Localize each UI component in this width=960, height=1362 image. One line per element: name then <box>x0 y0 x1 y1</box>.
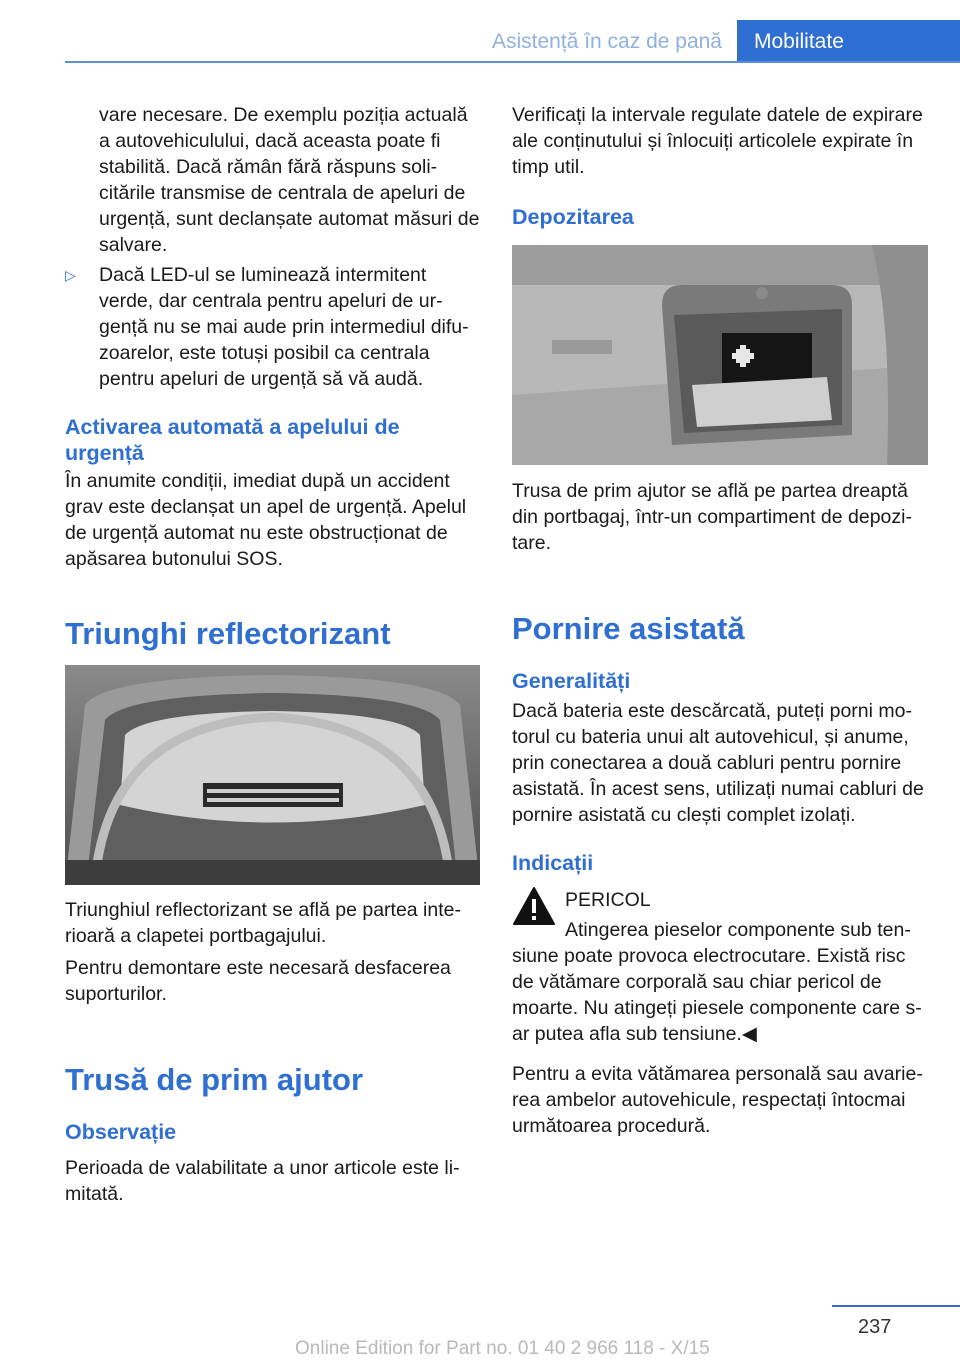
note-paragraph: Perioada de valabilitate a unor articole este limitată. <box>65 1157 460 1205</box>
storage-paragraph: Trusa de prim ajutor se află pe partea dreaptă din portbagaj, într-un compartiment de depozitare. <box>512 480 912 554</box>
continued-paragraph: vare necesare. De exemplu poziția actuală a autovehiculului, dacă aceasta poate fi stabilită. Dacă rămân fără răspuns solicitările transmise de centrala de apeluri de urgență, sunt declanșate automat măsuri de salvare. <box>99 104 480 256</box>
bullet-text: Dacă LED-ul se luminează intermitent verde, dar centrala pentru apeluri de urgență nu se mai aude prin intermediul difuzoarelor, este totuși posibil ca centrala pentru apeluri de urgență să vă audă. <box>99 264 469 390</box>
edition-note: Online Edition for Part no. 01 40 2 966 118 - X/15 <box>295 1338 710 1359</box>
page-number: 237 <box>858 1316 892 1338</box>
jump-start-heading: Pornire asistată <box>512 611 745 646</box>
triangle-bullet-icon: ▷ <box>65 267 76 283</box>
general-paragraph: Dacă bateria este descărcată, puteți porni motorul cu bateria unui alt autovehicul, și anume, prin conectarea a două cabluri pentru pornire asistată. În acest sens, utilizați numai cabluri de pornire asistată cu clești complet izolați. <box>512 700 924 826</box>
trunk-lid-photo <box>65 665 480 885</box>
header-chapter-label: Mobilitate <box>754 29 844 53</box>
first-aid-storage-photo <box>512 245 928 465</box>
warning-triangle-removal-text: Pentru demontare este necesară desfacerea suporturilor. <box>65 957 451 1005</box>
danger-label: PERICOL <box>565 889 651 911</box>
auto-emergency-call-heading: Activarea automată a apelului de urgență <box>65 415 400 465</box>
list-item <box>65 262 480 392</box>
warning-triangle-heading: Triunghi reflectorizant <box>65 616 391 651</box>
note-heading: Observație <box>65 1120 177 1144</box>
warning-triangle-location-text: Triunghiul reflectorizant se află pe partea interioară a clapetei portbagajului. <box>65 899 461 947</box>
footer-divider <box>832 1305 960 1307</box>
first-aid-kit-heading: Trusă de prim ajutor <box>65 1062 364 1097</box>
danger-text: Atingerea pieselor componente sub tensiune poate provoca electrocutare. Există risc de vătămare corporală sau chiar pericol de moarte. Nu atingeți piesele componente care s-ar putea afla sub tensiune.◀ <box>512 919 922 1045</box>
header-section-title: Asistență în caz de pană <box>492 30 722 53</box>
procedure-paragraph: Pentru a evita vătămarea personală sau avarierea ambelor autovehicule, respectați întocmai următoarea procedură. <box>512 1063 923 1137</box>
auto-emergency-call-paragraph: În anumite condiții, imediat după un accident grav este declanșat un apel de urgență. Apelul de urgență automat nu este obstrucționat de apăsarea butonului SOS. <box>65 470 467 570</box>
storage-heading: Depozitarea <box>512 205 634 229</box>
tips-heading: Indicații <box>512 851 594 875</box>
expiry-check-paragraph: Verificați la intervale regulate datele de expirare ale conținutului și înlocuiți articolele expirate în timp util. <box>512 104 923 178</box>
header-chapter-tab[interactable] <box>737 20 960 63</box>
general-heading: Generalități <box>512 669 631 693</box>
header-divider <box>65 61 960 63</box>
